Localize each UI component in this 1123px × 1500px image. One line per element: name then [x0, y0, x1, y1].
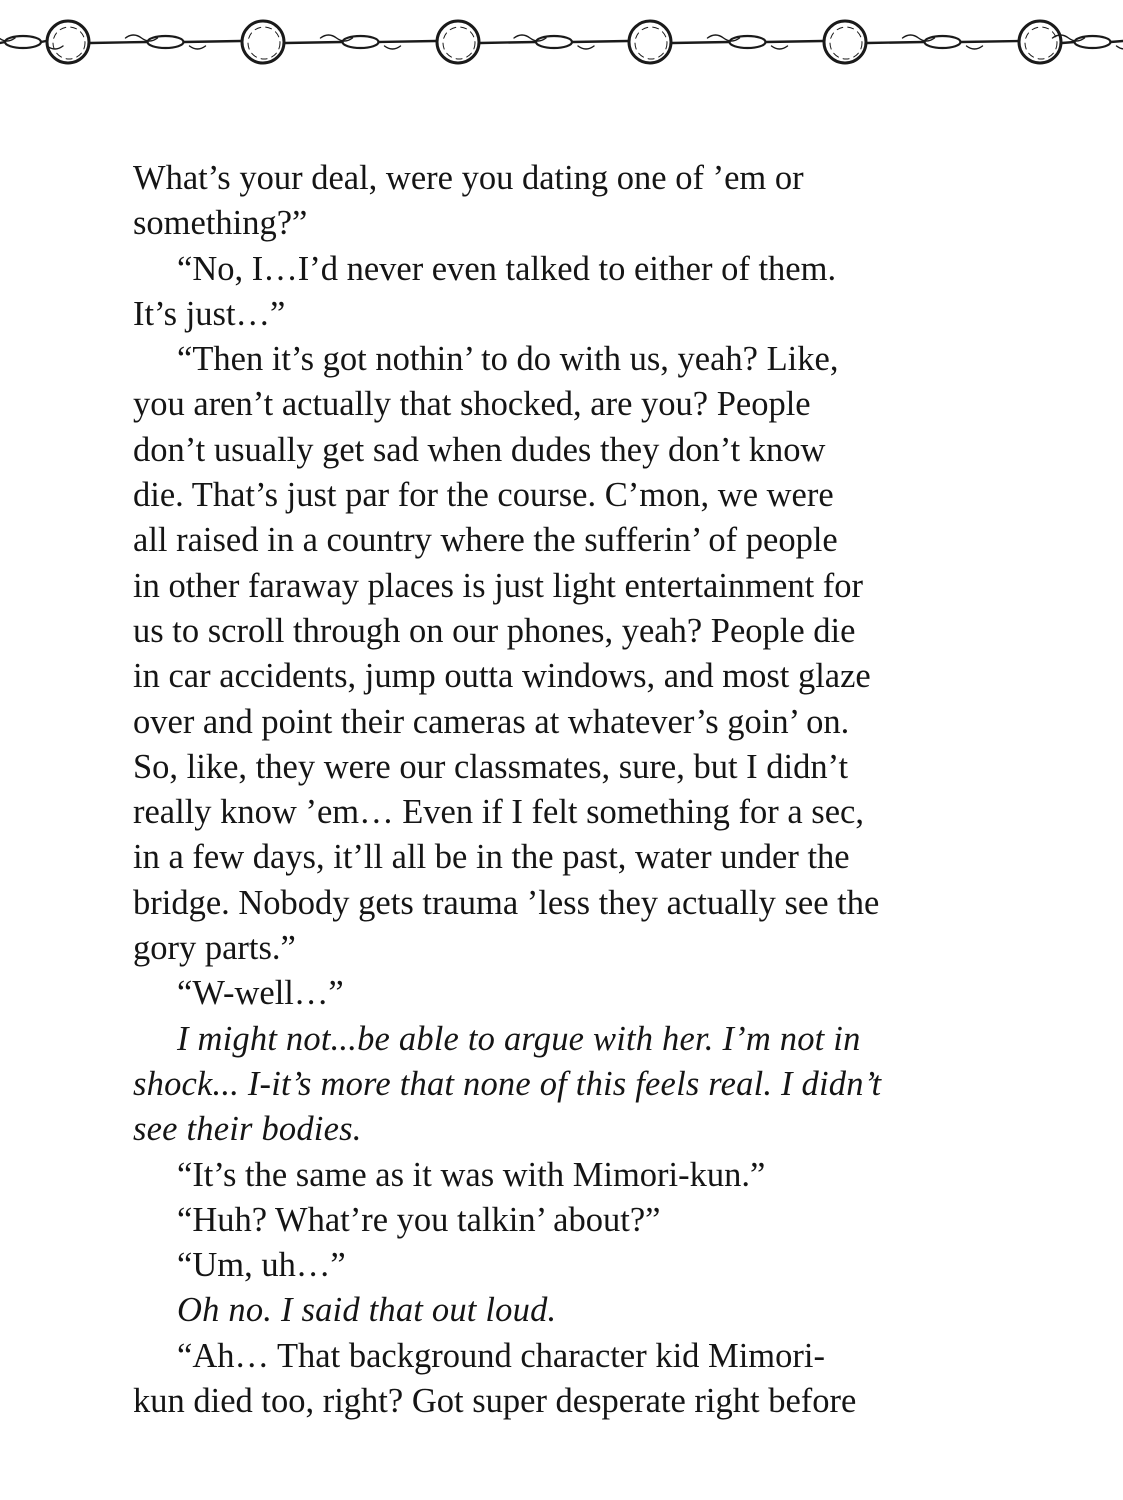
chain-ring — [1019, 21, 1061, 63]
inner-thought-line: shock... I-it’s more that none of this feels real. I didn’t — [133, 1064, 882, 1103]
chain-small-link — [730, 36, 766, 48]
text-line: “Ah… That background character kid Mimori- — [177, 1336, 825, 1375]
inner-thought-line: Oh no. I said that out loud. — [177, 1291, 557, 1330]
chain-small-link — [536, 36, 572, 48]
text-line: bridge. Nobody gets trauma ’less they actually see the — [133, 883, 880, 922]
chain-small-link — [343, 36, 379, 48]
text-line: all raised in a country where the sufferin’ of people — [133, 521, 838, 560]
chain-small-link — [1075, 36, 1111, 48]
chain-bar — [1062, 41, 1123, 43]
text-line: “W-well…” — [177, 974, 344, 1013]
text-line: in other faraway places is just light entertainment for — [133, 566, 864, 605]
chain-bar — [480, 41, 628, 43]
text-line: over and point their cameras at whatever’s goin’ on. — [133, 702, 850, 741]
text-line: don’t usually get sad when dudes they don’t know — [133, 430, 826, 469]
page-body-text — [133, 156, 973, 1424]
chain-bar — [90, 41, 241, 43]
chain-ring-shading — [248, 27, 280, 59]
chain-ring — [824, 21, 866, 63]
text-line: So, like, they were our classmates, sure, but I didn’t — [133, 747, 849, 786]
inner-thought-line: I might not...be able to argue with her. I’m not in — [177, 1019, 861, 1058]
text-line: It’s just…” — [133, 294, 286, 333]
chain-small-link — [5, 36, 41, 48]
text-line: us to scroll through on our phones, yeah? People die — [133, 611, 856, 650]
chain-ring-shading — [1025, 27, 1057, 59]
text-line: gory parts.” — [133, 929, 296, 968]
chain-border-decoration — [0, 0, 1123, 90]
text-line: What’s your deal, were you dating one of ’em or — [133, 159, 804, 197]
chain-small-link — [925, 36, 961, 48]
text-line: something?” — [133, 204, 308, 243]
chain-ring-shading — [830, 27, 862, 59]
chain-small-link — [148, 36, 184, 48]
chain-bar — [285, 41, 436, 43]
text-line: kun died too, right? Got super desperate right before — [133, 1382, 857, 1421]
text-line: “Um, uh…” — [177, 1246, 346, 1285]
text-line: “Then it’s got nothin’ to do with us, yeah? Like, — [177, 340, 839, 379]
text-line: die. That’s just par for the course. C’mon, we were — [133, 476, 834, 515]
text-line: “No, I…I’d never even talked to either of them. — [177, 249, 837, 288]
chain-ring — [629, 21, 671, 63]
chain-bar — [867, 41, 1018, 43]
text-line: you aren’t actually that shocked, are you? People — [133, 385, 811, 424]
text-line: in car accidents, jump outta windows, and most glaze — [133, 657, 871, 696]
chain-ring — [47, 21, 89, 63]
text-line: really know ’em… Even if I felt something for a sec, — [133, 793, 864, 832]
text-line: in a few days, it’ll all be in the past, water under the — [133, 838, 850, 877]
chain-bar — [672, 41, 823, 43]
text-line: “Huh? What’re you talkin’ about?” — [177, 1200, 661, 1239]
text-line: “It’s the same as it was with Mimori-kun.” — [177, 1155, 766, 1194]
chain-ring-shading — [635, 27, 667, 59]
chain-ring-shading — [443, 27, 475, 59]
chain-ring — [242, 21, 284, 63]
chain-ring — [437, 21, 479, 63]
inner-thought-line: see their bodies. — [133, 1110, 362, 1149]
chain-ring-shading — [53, 27, 85, 59]
